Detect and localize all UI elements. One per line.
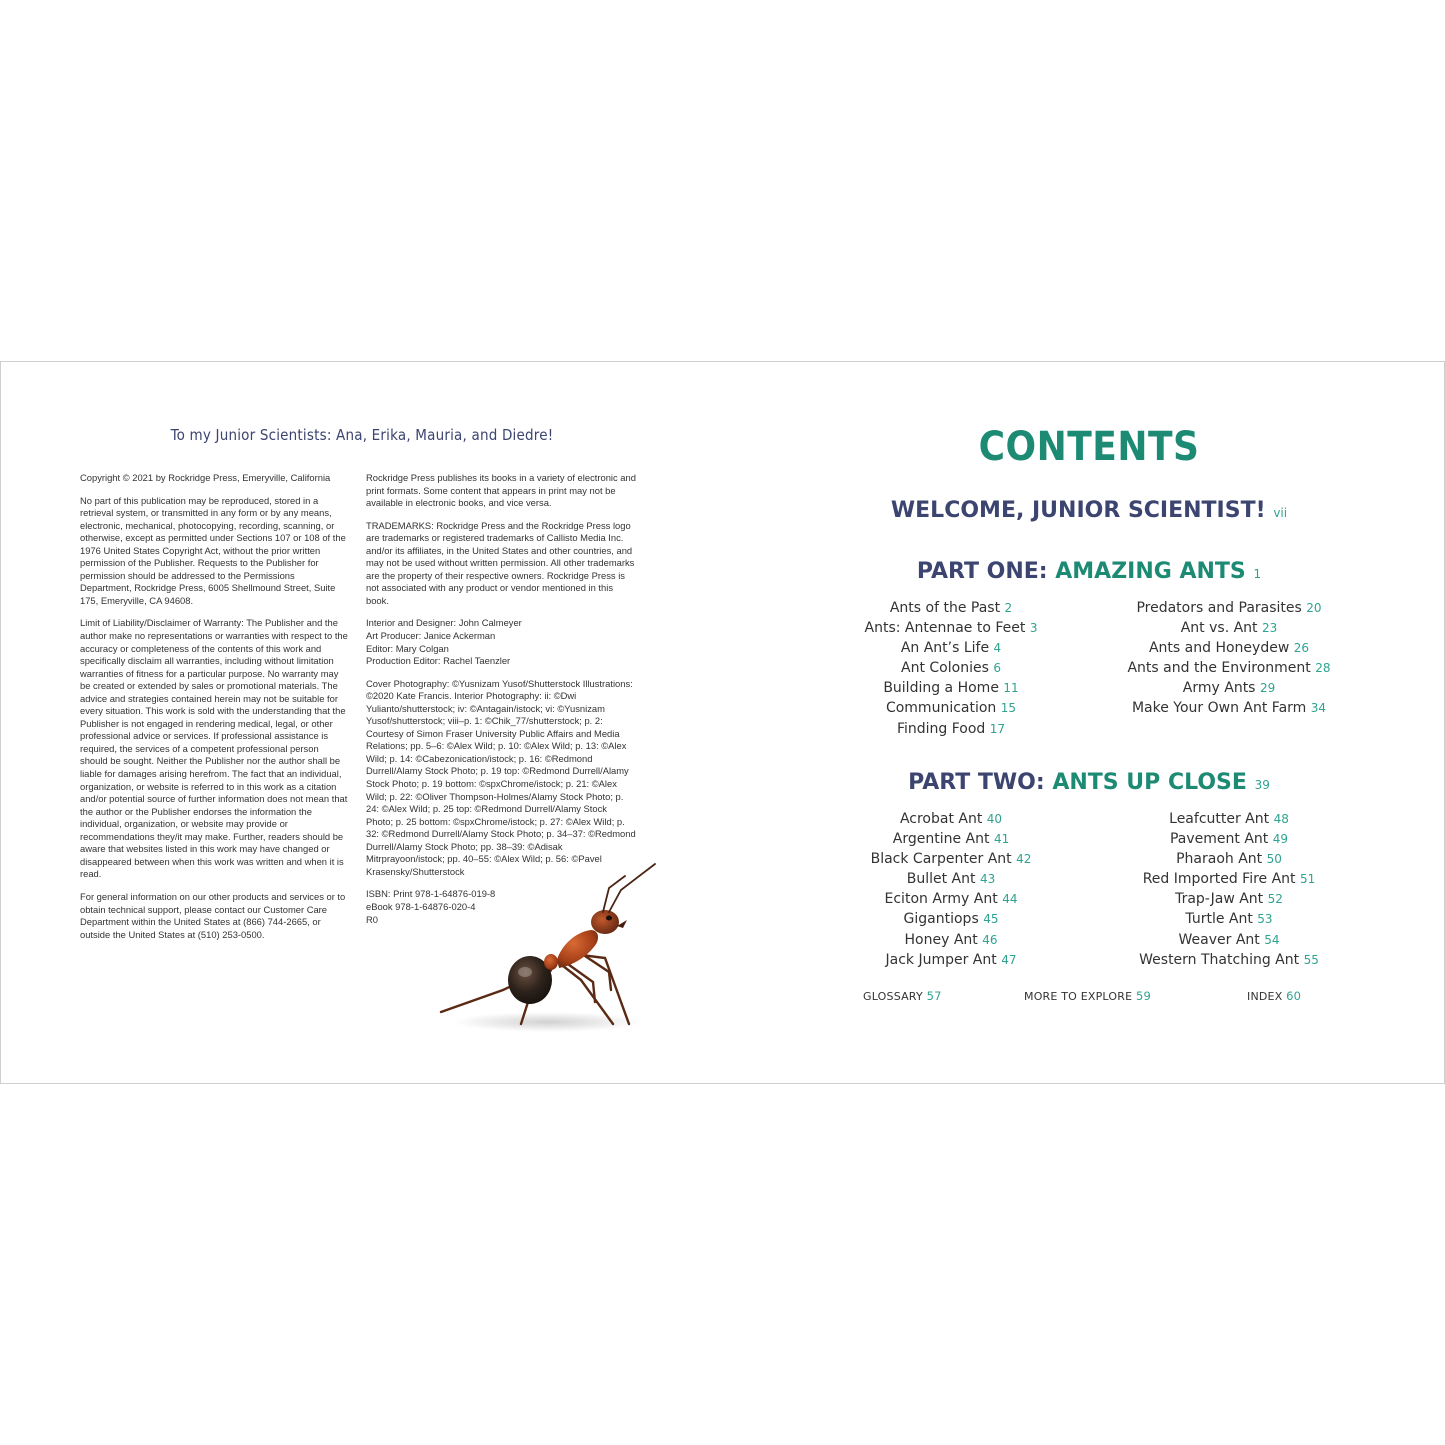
part-two-prefix: PART TWO: [908,770,1045,795]
toc-entry-page: 46 [982,932,998,947]
toc-entry[interactable] [1119,678,1339,698]
toc-entry-label: Finding Food [896,720,986,737]
welcome-label: WELCOME, JUNIOR SCIENTIST! [890,498,1266,523]
toc-entry-page: 3 [1029,621,1038,636]
toc-entry[interactable] [841,598,1061,618]
toc-entry[interactable] [1119,930,1339,950]
toc-entry-page: 17 [989,721,1006,736]
toc-entry[interactable] [841,950,1061,970]
glossary-page: 57 [926,989,942,1003]
toc-entry-label: Ant Colonies [901,660,989,677]
toc-entry[interactable] [841,930,1061,950]
toc-entry-label: Ant vs. Ant [1180,620,1258,637]
toc-entry-label: Predators and Parasites [1136,600,1302,616]
toc-entry-label: Ants and Honeydew [1148,640,1290,657]
toc-entry-label: Jack Jumper Ant [885,951,997,968]
toc-entry-page: 52 [1267,892,1283,907]
toc-entry-page: 20 [1306,601,1322,615]
part-two-title: ANTS UP CLOSE [1052,770,1247,795]
toc-entry-label: Turtle Ant [1185,911,1253,928]
toc-entry-page: 42 [1016,852,1032,867]
toc-entry[interactable] [841,719,1061,739]
index-page: 60 [1286,989,1302,1003]
toc-entry-page: 54 [1264,932,1280,947]
part-two-heading[interactable] [861,770,1317,795]
toc-entry[interactable] [1119,698,1339,718]
part-one-right-list [1119,598,1339,719]
toc-entry-page: 26 [1293,641,1310,656]
part-one-prefix: PART ONE: [916,559,1048,584]
toc-entry-page: 15 [1000,701,1017,716]
glossary-label: GLOSSARY [863,990,923,1003]
toc-entry-label: Ants: Antennae to Feet [864,620,1026,637]
toc-entry-label: An Ant’s Life [900,640,990,657]
toc-entry-page: 55 [1303,952,1319,967]
toc-entry-label: Building a Home [883,680,999,697]
toc-entry-page: 11 [1003,681,1019,696]
toc-entry[interactable] [841,678,1061,698]
toc-entry[interactable] [1119,809,1339,829]
toc-entry-label: Trap-Jaw Ant [1175,891,1264,908]
toc-entry-page: 43 [979,872,996,887]
welcome-entry[interactable] [861,498,1317,523]
toc-entry[interactable] [841,849,1061,869]
photo-credits: Cover Photography: ©Yusnizam Yusof/Shutterstock Illustrations: ©2020 Kate Francis. Interior Photography: ii: ©Dwi Yulianto/shutterstock; iv: ©Antagain/istock; vi: ©Yusnizam Yusof/shutterstock; viii–p. 1: ©Chik_77/shutterstock; p. 2: Courtesy of Simon Fraser University Public Affairs and Media Relations; pp. 5–6: ©Alex Wild; p. 10: ©Alex Wild; p. 13: ©Alex Wild; p. 14: ©Cabezonication/istock; p. 16: ©Redmond Durrell/Alamy Stock Photo; p. 19 top: ©Redmond Durrell/Alamy Stock Photo; p. 19 bottom: ©spxChrome/istock; p. 21: ©Alex Wild; p. 22: ©Oliver Thompson-Holmes/Alamy Stock Photo; p. 24: ©Alex Wild; p. 25 top: ©Redmond Durrell/Alamy Stock Photo; p. 25 bottom: ©spxChrome/istock; p. 27: ©Alex Wild; p. 32: ©Redmond Durrell/Alamy Stock Photo; p. 34–37: ©Redmond Durrell/Alamy Stock Photo; pp. 38–39: ©Adisak Mitrprayoon/istock; pp. 40–55: ©Alex Wild; p. 56: ©Pavel Krasensky/Shutterstock [366,677,636,877]
copyright-line: Copyright © 2021 by Rockridge Press, Emeryville, California [80,472,331,483]
toc-entry-label: Argentine Ant [892,831,990,848]
more-to-explore-page: 59 [1135,989,1151,1003]
toc-entry-label: Red Imported Fire Ant [1142,871,1296,888]
toc-entry-page: 41 [993,832,1010,847]
part-one-title: AMAZING ANTS [1055,559,1246,584]
toc-entry[interactable] [1119,849,1339,869]
toc-entry[interactable] [841,869,1061,889]
toc-entry-label: Pavement Ant [1169,831,1269,848]
part-one-left-list [841,598,1061,739]
glossary-entry[interactable] [863,989,942,1003]
toc-entry-label: Acrobat Ant [899,811,983,827]
toc-entry[interactable] [841,809,1061,829]
toc-entry-label: Honey Ant [904,931,978,948]
toc-entry-label: Pharaoh Ant [1176,851,1263,868]
isbn: ISBN: Print 978-1-64876-019-8 eBook 978-1-64876-020-4 R0 [366,888,496,925]
reproduction-notice: No part of this publication may be reproduced, stored in a retrieval system, or transmitted in any form or by any means, electronic, mechanical, photocopying, recording, scanning, or otherwise, except as permitted under Sections 107 or 108 of the 1976 United States Copyright Act, without the prior written permission of the Publisher. Requests to the Publisher for permission should be addressed to the Permissions Department, Rockridge Press, 6005 Shellmound Street, Suite 175, Emeryville, CA 94608. [80,494,346,606]
toc-entry-page: 34 [1310,701,1327,716]
toc-entry-page: 47 [1001,952,1017,967]
toc-entry-label: Make Your Own Ant Farm [1131,700,1307,717]
part-two-left-list [841,809,1061,970]
toc-entry-page: 49 [1272,832,1289,847]
toc-entry-page: 53 [1257,912,1273,927]
toc-entry[interactable] [841,889,1061,909]
toc-entry-label: Leafcutter Ant [1169,811,1270,827]
toc-entry-page: 48 [1273,812,1289,826]
index-entry[interactable] [1247,989,1301,1003]
toc-entry-page: 2 [1004,601,1013,615]
toc-entry[interactable] [1119,618,1339,638]
formats-notice: Rockridge Press publishes its books in a variety of electronic and print formats. Some content that appears in print may not be available in electronic books, and vice versa. [366,472,636,509]
toc-entry[interactable] [1119,909,1339,929]
toc-entry-page: 4 [993,641,1002,656]
toc-entry[interactable] [1119,869,1339,889]
toc-entry-label: Weaver Ant [1178,931,1260,948]
toc-entry-label: Bullet Ant [906,871,976,888]
dedication: To my Junior Scientists: Ana, Erika, Mauria, and Diedre! [170,426,554,444]
part-one-page: 1 [1253,567,1262,581]
ant-photo [433,862,663,1037]
more-to-explore-entry[interactable] [1024,989,1151,1003]
toc-entry-page: 44 [1002,892,1018,907]
toc-entry-label: Communication [885,700,997,717]
part-two-right-list [1119,809,1339,970]
welcome-page: vii [1273,506,1288,520]
customer-care-info: For general information on our other products and services or to obtain technical support, please contact our Customer Care Department within the United States at (866) 744-2665, or outside the United States at (510) 253-0500. [80,890,346,940]
toc-entry-page: 6 [993,661,1001,676]
toc-entry-page: 50 [1266,852,1282,867]
toc-entry[interactable] [841,618,1061,638]
toc-entry[interactable] [1119,658,1339,678]
toc-entry[interactable] [1119,598,1339,618]
contents-title: CONTENTS [978,424,1200,470]
copyright-left-column [80,472,348,951]
toc-entry[interactable] [1119,889,1339,909]
trademarks-notice: TRADEMARKS: Rockridge Press and the Rockridge Press logo are trademarks or registered trademarks of Callisto Media Inc. and/or its affiliates, in the United States and other countries, and may not be used without written permission. All other trademarks are the property of their respective owners. Rockridge Press is not associated with any product or vendor mentioned in this book. [366,519,635,606]
disclaimer: Limit of Liability/Disclaimer of Warranty: The Publisher and the author make no representations or warranties with respect to the accuracy or completeness of the contents of this work and specifically disclaim all warranties, including without limitation warranties of fitness for a particular purpose. No warranty may be created or extended by sales or promotional materials. The advice and strategies contained herein may not be suitable for every situation. This work is sold with the understanding that the Publisher is not engaged in rendering medical, legal, or other professional advice or services. If professional assistance is required, the services of a competent professional person should be sought. Neither the Publisher nor the author shall be liable for damages arising herefrom. The fact that an individual, organization, or website is referred to in this work as a citation and/or potential source of further information does not mean that the author or the Publisher endorses the information the individual, organization, or website may provide or recommendations they/it may make. Further, readers should be aware that websites listed in this work may have changed or disappeared between when this work was written and when it is read. [80,617,348,880]
toc-entry[interactable] [1119,829,1339,849]
toc-entry[interactable] [841,829,1061,849]
toc-entry-page: 23 [1261,621,1278,636]
toc-entry-label: Black Carpenter Ant [870,851,1012,868]
toc-entry-label: Western Thatching Ant [1139,951,1300,968]
toc-entry-page: 51 [1300,872,1316,887]
toc-entry[interactable] [841,638,1061,658]
toc-entry-page: 28 [1315,661,1331,676]
toc-entry[interactable] [1119,950,1339,970]
part-one-heading[interactable] [861,559,1317,584]
toc-entry[interactable] [841,658,1061,678]
toc-entry[interactable] [1119,638,1339,658]
more-to-explore-label: MORE TO EXPLORE [1024,990,1133,1003]
book-spread [0,361,1445,1084]
index-label: INDEX [1247,990,1283,1003]
toc-entry[interactable] [841,909,1061,929]
part-two-page: 39 [1254,778,1270,792]
credits: Interior and Designer: John Calmeyer Art Producer: Janice Ackerman Editor: Mary Colgan Production Editor: Rachel Taenzler [366,617,522,667]
toc-entry-label: Gigantiops [903,911,979,928]
toc-entry-label: Army Ants [1182,680,1256,697]
toc-entry-page: 45 [983,912,999,927]
toc-entry-label: Ants of the Past [889,600,1001,616]
toc-entry-label: Eciton Army Ant [884,891,998,908]
toc-entry[interactable] [841,698,1061,718]
toc-entry-page: 29 [1259,681,1276,696]
toc-entry-label: Ants and the Environment [1127,660,1311,677]
toc-entry-page: 40 [986,812,1003,826]
